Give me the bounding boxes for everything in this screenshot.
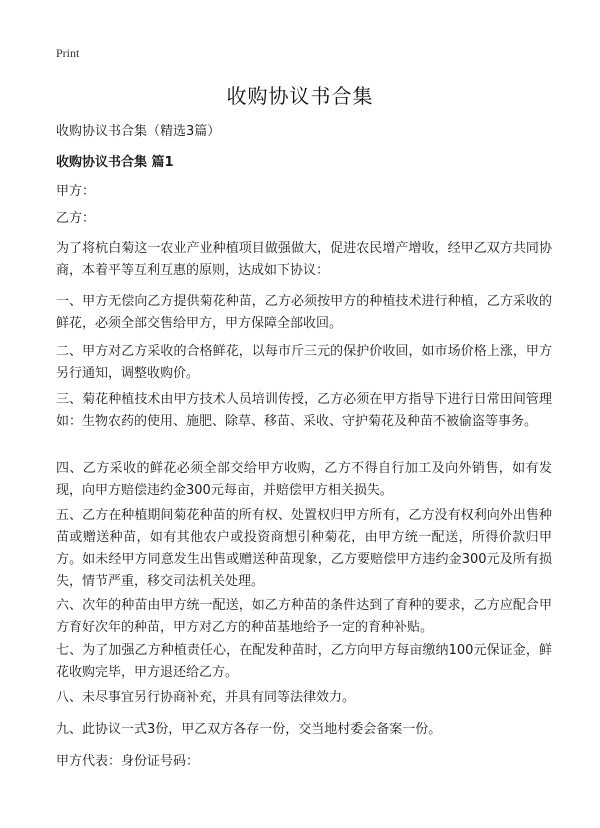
clause-7: 七、为了加强乙方种植责任心，在配发种苗时，乙方向甲方每亩缴纳100元保证金，鲜花收购完毕，甲方退还给乙方。 <box>56 643 552 680</box>
clause-3: 三、菊花种植技术由甲方技术人员培训传授，乙方必须在甲方指导下进行日常田间管理如：生物农药的使用、施肥、除草、移苗、采收、守护菊花及种苗不被偷盗等事务。 <box>56 392 552 429</box>
clause-6: 六、次年的种苗由甲方统一配送，如乙方种苗的条件达到了育种的要求，乙方应配合甲方育好次年的种苗，甲方对乙方的种苗基地给予一定的育种补贴。 <box>56 598 552 635</box>
clause-4: 四、乙方采收的鲜花必须全部交给甲方收购，乙方不得自行加工及向外销售，如有发现，向甲方赔偿违约金300元每亩，并赔偿甲方相关损失。 <box>56 461 552 498</box>
clause-2: 二、甲方对乙方采收的合格鲜花，以每市斤三元的保护价收回，如市场价格上涨，甲方另行通知，调整收购价。 <box>56 344 552 381</box>
intro-paragraph: 为了将杭白菊这一农业产业种植项目做强做大，促进农民增产增收，经甲乙双方共同协商，本着平等互利互惠的原则，达成如下协议： <box>56 241 552 278</box>
page-title: 收购协议书合集 <box>226 84 374 108</box>
print-label: Print <box>56 46 80 60</box>
section-heading: 收购协议书合集 篇1 <box>56 155 174 170</box>
party-b-line: 乙方： <box>56 211 96 226</box>
clause-9: 九、此协议一式3份，甲乙双方各存一份，交当地村委会备案一份。 <box>56 722 442 737</box>
clause-1: 一、甲方无偿向乙方提供菊花种苗，乙方必须按甲方的种植技术进行种植，乙方采收的鲜花，必须全部交售给甲方，甲方保障全部收回。 <box>56 294 552 331</box>
party-a-line: 甲方： <box>56 184 96 199</box>
party-a-representative-line: 甲方代表：身份证号码： <box>56 754 200 769</box>
document-subtitle: 收购协议书合集（精选3篇） <box>56 124 221 139</box>
clause-8: 八、未尽事宜另行协商补充，并具有同等法律效力。 <box>56 690 356 705</box>
clause-5: 五、乙方在种植期间菊花种苗的所有权、处置权归甲方所有，乙方没有权利向外出售种苗或赠送种苗，如有其他农户或投资商想引种菊花，由甲方统一配送，所得价款归甲方。如未经甲方同意发生出售或赠送种苗现象，乙方要赔偿甲方违约金300元及所有损失，情节严重，移交司法机关处理。 <box>56 508 552 589</box>
